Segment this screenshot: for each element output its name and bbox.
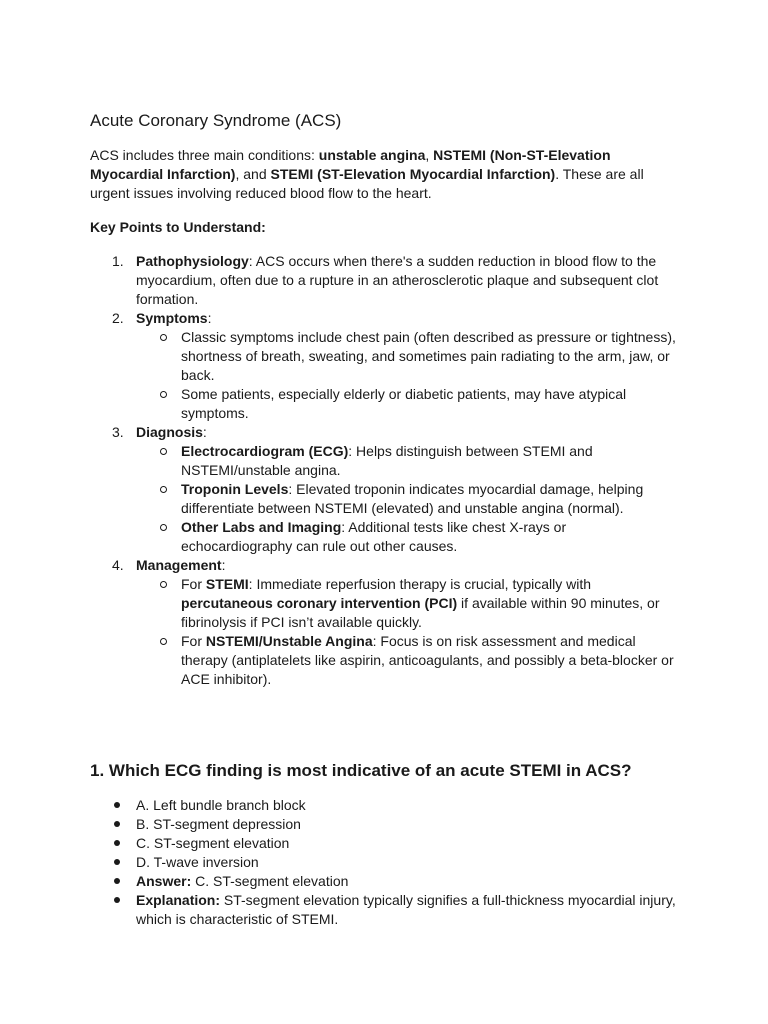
sub-item-label-2: percutaneous coronary intervention (PCI)	[181, 595, 458, 611]
sub-list	[136, 328, 680, 423]
sub-item-label: Other Labs and Imaging	[181, 519, 342, 535]
item-text: : ACS occurs when there's a sudden reduction in blood flow to the myocardium, often due to a rupture in an atherosclerotic plaque and subsequent clot formation.	[136, 253, 659, 307]
list-number: 4.	[112, 557, 124, 573]
hollow-bullet-icon	[160, 581, 167, 588]
option-item	[90, 834, 680, 853]
hollow-bullet-icon	[160, 638, 167, 645]
sub-item-label: Electrocardiogram (ECG)	[181, 443, 349, 459]
intro-text-1: ACS includes three main conditions:	[90, 147, 319, 163]
hollow-bullet-icon	[160, 334, 167, 341]
item-label: Pathophysiology	[136, 253, 249, 269]
sub-item-text: : Focus is on risk assessment and medical therapy (antiplatelets like aspirin, anticoagulants, and possibly a beta-blocker or ACE inhibitor).	[181, 633, 674, 687]
sub-item	[136, 328, 680, 385]
sub-item-label: Troponin Levels	[181, 481, 289, 497]
sub-item	[136, 632, 680, 689]
list-item-management	[90, 556, 680, 689]
item-text: :	[207, 310, 212, 326]
list-number: 3.	[112, 424, 124, 440]
option-text: B. ST-segment depression	[136, 816, 301, 832]
sub-item-prefix: For	[181, 633, 206, 649]
item-text: :	[221, 557, 226, 573]
list-item-diagnosis	[90, 423, 680, 556]
key-points-list	[90, 252, 680, 689]
item-text: :	[202, 424, 207, 440]
option-text: C. ST-segment elevation	[136, 835, 290, 851]
sub-item-text: : Elevated troponin indicates myocardial damage, helping differentiate between NSTEMI (elevated) and unstable angina (normal).	[181, 481, 644, 516]
list-number: 1.	[112, 253, 124, 269]
item-label: Symptoms	[136, 310, 208, 326]
list-item-pathophysiology	[90, 252, 680, 309]
bullet-icon	[114, 802, 120, 808]
option-item	[90, 853, 680, 872]
hollow-bullet-icon	[160, 448, 167, 455]
item-label: Management	[136, 557, 222, 573]
intro-bold-1: unstable angina	[318, 147, 426, 163]
bullet-icon	[114, 840, 120, 846]
option-text: D. T-wave inversion	[136, 854, 259, 870]
explanation-label: Explanation:	[136, 892, 221, 908]
answer-options-list	[90, 796, 680, 929]
sub-item	[136, 518, 680, 556]
sub-item-text: Classic symptoms include chest pain (often described as pressure or tightness), shortness of breath, sweating, and sometimes pain radiating to the arm, jaw, or back.	[181, 329, 676, 383]
explanation-item	[90, 891, 680, 929]
item-label: Diagnosis	[136, 424, 203, 440]
option-text: A. Left bundle branch block	[136, 797, 306, 813]
sub-item-text: : Immediate reperfusion therapy is crucial, typically with	[248, 576, 592, 592]
intro-bold-3: STEMI (ST-Elevation Myocardial Infarction)	[270, 166, 556, 182]
intro-text-2: ,	[425, 147, 434, 163]
option-item	[90, 796, 680, 815]
explanation-text: ST-segment elevation typically signifies a full-thickness myocardial injury, which is characteristic of STEMI.	[136, 892, 676, 927]
bullet-icon	[114, 821, 120, 827]
list-item-symptoms	[90, 309, 680, 423]
document-body	[90, 110, 680, 689]
question-heading: 1. Which ECG finding is most indicative of an acute STEMI in ACS?	[90, 761, 632, 780]
bullet-icon	[114, 859, 120, 865]
hollow-bullet-icon	[160, 391, 167, 398]
list-number: 2.	[112, 310, 124, 326]
intro-bold-2: NSTEMI (Non-ST-Elevation Myocardial Infarction)	[90, 147, 611, 182]
bullet-icon	[114, 878, 120, 884]
sub-item	[136, 442, 680, 480]
sub-item	[136, 385, 680, 423]
intro-text-4: . These are all urgent issues involving reduced blood flow to the heart.	[90, 166, 644, 201]
sub-item-text: Some patients, especially elderly or diabetic patients, may have atypical symptoms.	[181, 386, 627, 421]
sub-list	[136, 575, 680, 689]
sub-item-label: NSTEMI/Unstable Angina	[205, 633, 373, 649]
answer-label: Answer:	[136, 873, 192, 889]
key-points-heading: Key Points to Understand:	[90, 219, 266, 235]
intro-text-3: , and	[235, 166, 271, 182]
sub-item-text: : Additional tests like chest X-rays or echocardiography can rule out other causes.	[181, 519, 567, 554]
option-item	[90, 815, 680, 834]
sub-item-text-2: if available within 90 minutes, or fibrinolysis if PCI isn’t available quickly.	[181, 595, 660, 630]
page-title: Acute Coronary Syndrome (ACS)	[90, 111, 342, 130]
hollow-bullet-icon	[160, 524, 167, 531]
bullet-icon	[114, 897, 120, 903]
sub-item	[136, 575, 680, 632]
sub-item-prefix: For	[181, 576, 206, 592]
sub-item	[136, 480, 680, 518]
sub-item-text: : Helps distinguish between STEMI and NSTEMI/unstable angina.	[181, 443, 593, 478]
sub-list	[136, 442, 680, 556]
answer-item	[90, 872, 680, 891]
intro-paragraph	[90, 146, 680, 203]
hollow-bullet-icon	[160, 486, 167, 493]
answer-text: C. ST-segment elevation	[191, 873, 349, 889]
sub-item-label: STEMI	[205, 576, 249, 592]
